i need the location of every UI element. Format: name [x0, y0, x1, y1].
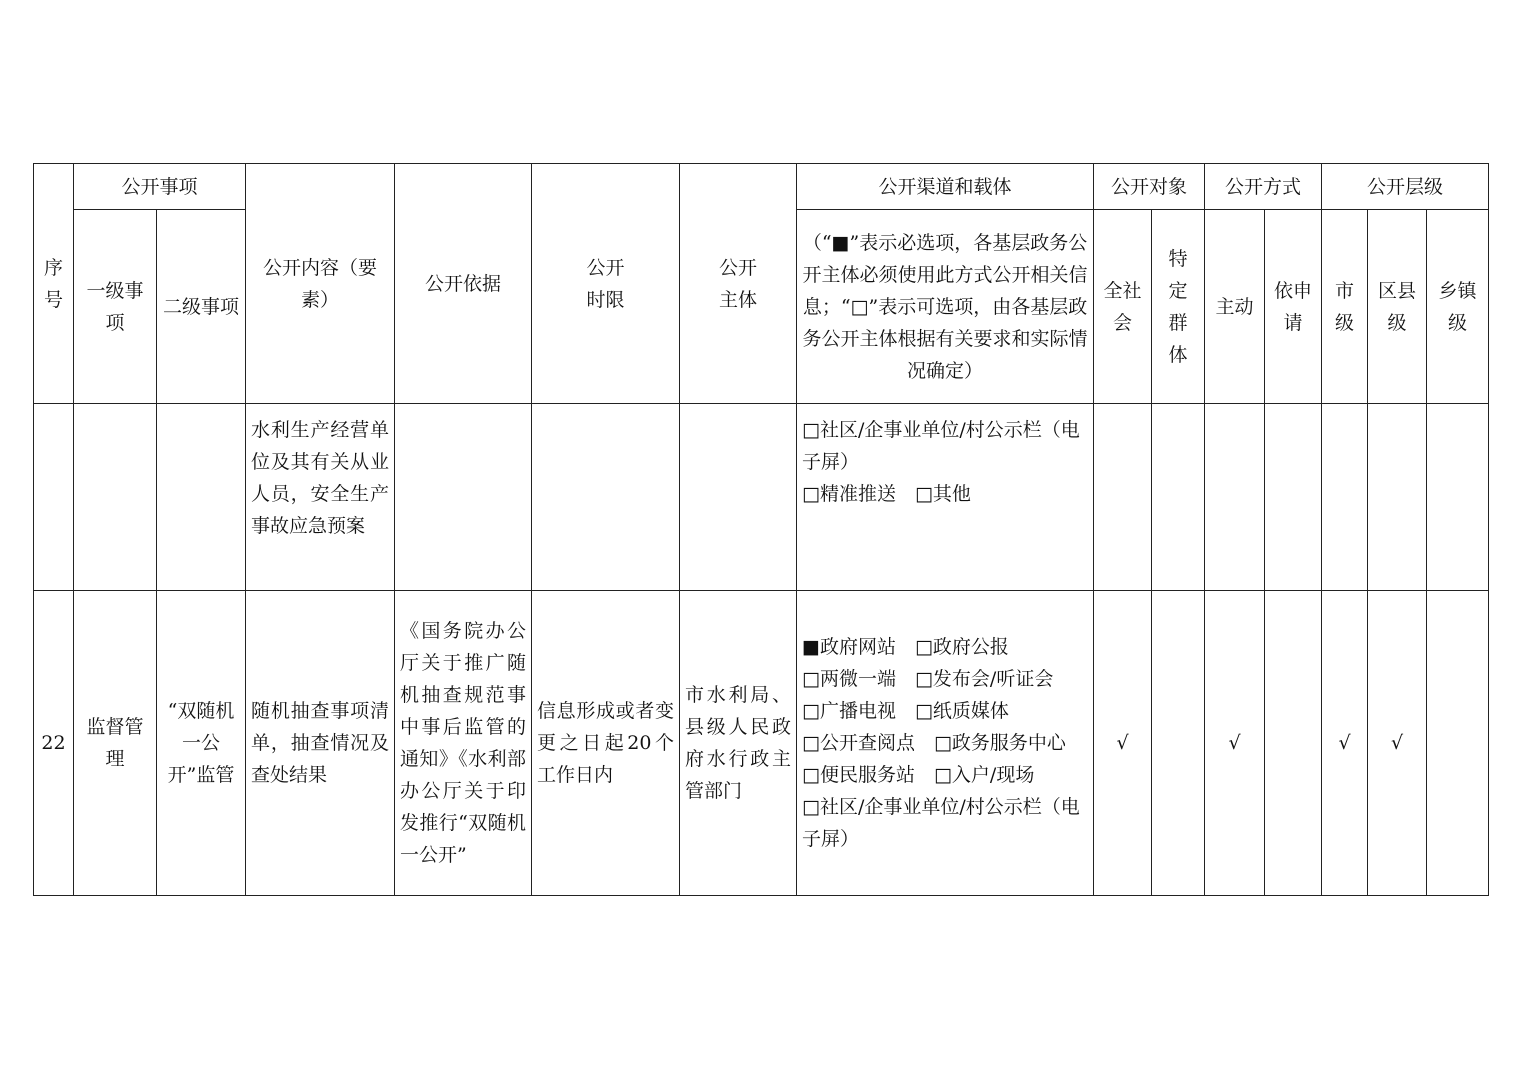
- header-basis: 公开依据: [395, 164, 532, 404]
- channel-line: □社区/企事业单位/村公示栏（电子屏）: [802, 796, 1080, 850]
- table-row: [34, 404, 1489, 591]
- cell-subject: [680, 404, 797, 591]
- channel-line: □社区/企事业单位/村公示栏（电子屏）: [802, 419, 1080, 473]
- cell-level-county: [1368, 404, 1427, 591]
- header-subject: 公开主体: [680, 164, 797, 404]
- channel-line: □便民服务站 □入户/现场: [802, 764, 1035, 786]
- cell-basis: 《国务院办公厅关于推广随机抽查规范事中事后监管的通知》《水利部办公厅关于印发推行“双随机一公开”: [395, 591, 532, 896]
- cell-level2: “双随机一公开”监管: [157, 591, 246, 896]
- cell-subject: 市水利局、县级人民政府水行政主管部门: [680, 591, 797, 896]
- cell-seq: [34, 404, 74, 591]
- header-level-county: 区县级: [1368, 210, 1427, 404]
- disclosure-table: [33, 163, 1489, 896]
- cell-level-town: [1427, 591, 1489, 896]
- cell-mode-active: [1205, 404, 1265, 591]
- cell-level-town: [1427, 404, 1489, 591]
- cell-channels: [797, 591, 1094, 896]
- header-level-group: 公开层级: [1322, 164, 1489, 210]
- table-row: [34, 591, 1489, 896]
- header-object-specific: 特定群体: [1152, 210, 1205, 404]
- header-level-town: 乡镇级: [1427, 210, 1489, 404]
- channel-line: □两微一端 □发布会/听证会: [802, 668, 1054, 690]
- header-seq: 序号: [34, 164, 74, 404]
- header-channel-title: 公开渠道和载体: [797, 164, 1094, 210]
- cell-content: 水利生产经营单位及其有关从业人员，安全生产事故应急预案: [246, 404, 395, 591]
- header-items-group: 公开事项: [74, 164, 246, 210]
- cell-level1: [74, 404, 157, 591]
- header-object-all: 全社会: [1094, 210, 1152, 404]
- cell-basis: [395, 404, 532, 591]
- cell-mode-request: [1265, 591, 1322, 896]
- channel-line: □广播电视 □纸质媒体: [802, 700, 1009, 722]
- cell-channels: [797, 404, 1094, 591]
- cell-level2: [157, 404, 246, 591]
- cell-time-limit: [532, 404, 680, 591]
- header-level1: 一级事项: [74, 210, 157, 404]
- cell-object-all: [1094, 404, 1152, 591]
- cell-level-city: [1322, 404, 1368, 591]
- header-time-limit: 公开时限: [532, 164, 680, 404]
- header-level2: 二级事项: [157, 210, 246, 404]
- cell-seq: 22: [34, 591, 74, 896]
- cell-level1: 监督管理: [74, 591, 157, 896]
- header-channel-note: （“■”表示必选项，各基层政务公开主体必须使用此方式公开相关信息；“□”表示可选项，由各基层政务公开主体根据有关要求和实际情况确定）: [797, 210, 1094, 404]
- cell-object-specific: [1152, 404, 1205, 591]
- header-mode-active: 主动: [1205, 210, 1265, 404]
- header-level-city: 市级: [1322, 210, 1368, 404]
- cell-level-county: √: [1368, 591, 1427, 896]
- cell-mode-request: [1265, 404, 1322, 591]
- header-mode-request: 依申请: [1265, 210, 1322, 404]
- cell-content: 随机抽查事项清单，抽查情况及查处结果: [246, 591, 395, 896]
- cell-object-specific: [1152, 591, 1205, 896]
- channel-line: □精准推送 □其他: [802, 483, 971, 505]
- cell-mode-active: √: [1205, 591, 1265, 896]
- header-content: 公开内容（要素）: [246, 164, 395, 404]
- cell-level-city: √: [1322, 591, 1368, 896]
- cell-object-all: √: [1094, 591, 1152, 896]
- cell-time-limit: 信息形成或者变更之日起20个工作日内: [532, 591, 680, 896]
- channel-line: ■政府网站 □政府公报: [802, 636, 1009, 658]
- header-mode-group: 公开方式: [1205, 164, 1322, 210]
- header-object-group: 公开对象: [1094, 164, 1205, 210]
- channel-line: □公开查阅点 □政务服务中心: [802, 732, 1066, 754]
